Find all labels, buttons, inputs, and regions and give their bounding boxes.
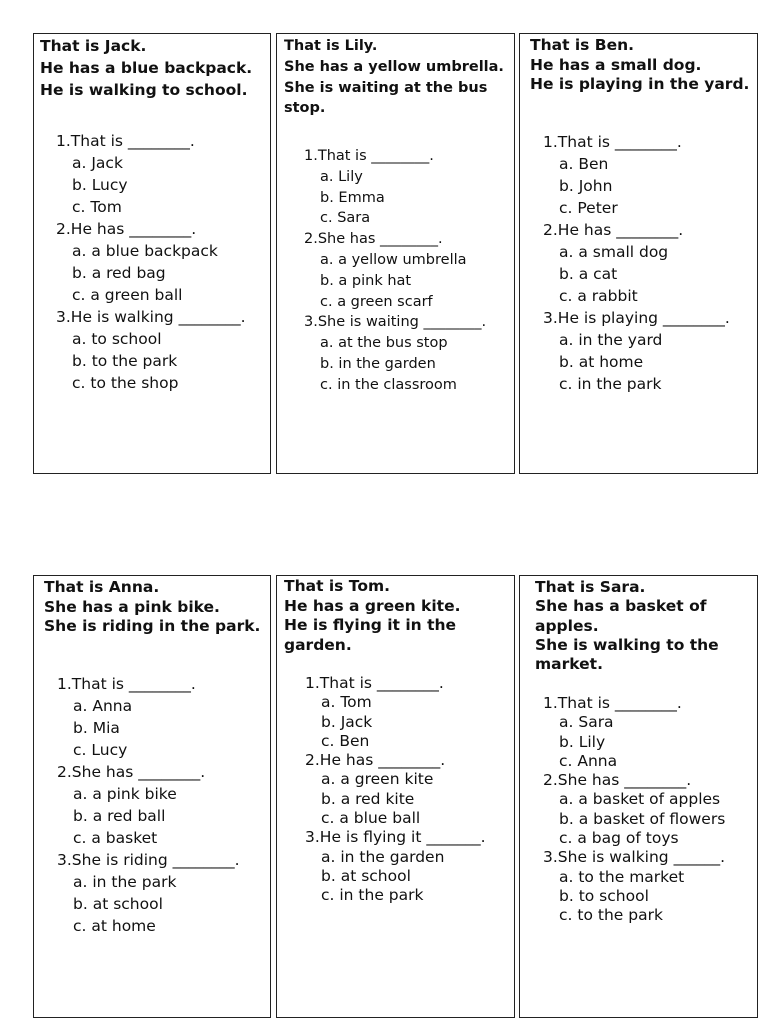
intro-line: That is Lily. <box>284 38 378 54</box>
answer-option: b. Mia <box>73 719 120 737</box>
intro-line: That is Ben. <box>530 36 635 54</box>
answer-option: c. Ben <box>321 731 370 750</box>
answer-option: c. Lucy <box>73 741 128 759</box>
answer-option: a. to school <box>72 330 162 348</box>
intro-line: That is Tom. <box>284 577 391 595</box>
intro-line: That is Sara. <box>535 578 646 596</box>
question-prompt: 3.He is playing ________. <box>543 309 730 327</box>
answer-option: b. in the garden <box>320 355 436 372</box>
question-prompt: 2.She has ________. <box>57 763 206 781</box>
answer-option: b. to the park <box>72 352 178 370</box>
question-prompt: 1.That is ________. <box>543 133 682 151</box>
question-prompt: 1.That is ________. <box>57 675 196 693</box>
answer-option: b. a red ball <box>73 807 166 825</box>
answer-option: b. a cat <box>559 265 618 283</box>
intro-line: He is playing in the yard. <box>530 75 750 93</box>
answer-option: a. a small dog <box>559 243 669 261</box>
intro-line: She has a pink bike. <box>44 597 220 616</box>
answer-option: c. Tom <box>72 198 122 216</box>
worksheet-card-tom <box>276 575 515 1018</box>
answer-option: b. Lucy <box>72 176 128 194</box>
answer-option: c. in the park <box>559 375 662 393</box>
answer-option: b. a red bag <box>72 264 166 282</box>
intro-line: He has a blue backpack. <box>40 59 253 77</box>
question-prompt: 2.He has ________. <box>56 220 197 238</box>
question-prompt: 3.She is riding ________. <box>57 851 240 869</box>
answer-option: c. in the park <box>321 886 424 905</box>
intro-line: She is walking to the market. <box>535 635 719 674</box>
question-list <box>304 146 486 396</box>
question-prompt: 1.That is ________. <box>305 674 444 692</box>
worksheet-card-ben <box>519 33 758 474</box>
card-intro <box>530 36 756 95</box>
question-prompt: 3.She is walking ______. <box>543 848 726 867</box>
card-intro <box>284 577 512 655</box>
intro-line: He is walking to school. <box>40 81 248 99</box>
card-intro <box>535 578 757 674</box>
answer-option: b. a red kite <box>321 789 415 808</box>
answer-option: c. a bag of toys <box>559 829 679 848</box>
answer-option: b. a pink hat <box>320 272 412 289</box>
question-prompt: 2.She has ________. <box>543 771 692 790</box>
answer-option: b. a basket of flowers <box>559 809 726 828</box>
question-prompt: 2.He has ________. <box>543 221 684 239</box>
question-prompt: 1.That is ________. <box>304 148 434 164</box>
answer-option: b. John <box>559 177 613 195</box>
answer-option: a. in the yard <box>559 331 663 349</box>
intro-line: She has a basket of apples. <box>535 597 707 635</box>
question-list <box>543 694 725 926</box>
answer-option: c. Anna <box>559 751 618 770</box>
worksheet-card-jack <box>33 33 271 474</box>
answer-option: a. Ben <box>559 155 609 173</box>
card-intro <box>40 35 270 101</box>
intro-line: She is waiting at the bus stop. <box>284 79 488 117</box>
answer-option: c. at home <box>73 917 156 935</box>
answer-option: a. Lily <box>320 168 363 185</box>
answer-option: b. to school <box>559 886 649 905</box>
answer-option: a. Jack <box>72 154 123 172</box>
answer-option: b. at home <box>559 353 644 371</box>
intro-line: She has a yellow umbrella. <box>284 58 504 75</box>
question-list <box>543 131 730 395</box>
question-list <box>56 130 246 394</box>
answer-option: a. Anna <box>73 697 133 715</box>
answer-option: c. to the shop <box>72 374 179 392</box>
question-prompt: 3.He is walking ________. <box>56 308 246 326</box>
answer-option: c. to the park <box>559 906 663 925</box>
question-prompt: 2.She has ________. <box>304 231 443 248</box>
answer-option: a. Tom <box>321 693 372 712</box>
answer-option: a. a pink bike <box>73 785 177 803</box>
question-prompt: 2.He has ________. <box>305 751 446 770</box>
answer-option: c. a rabbit <box>559 287 638 305</box>
intro-line: She is riding in the park. <box>44 617 261 635</box>
answer-option: c. a basket <box>73 829 158 847</box>
answer-option: a. a blue backpack <box>72 242 218 260</box>
answer-option: c. Sara <box>320 210 371 227</box>
card-intro <box>44 578 270 637</box>
intro-line: He is flying it in the garden. <box>284 616 457 654</box>
answer-option: b. Emma <box>320 189 385 206</box>
worksheet-card-sara <box>519 575 758 1018</box>
answer-option: b. Lily <box>559 732 606 751</box>
answer-option: a. a green kite <box>321 770 434 789</box>
answer-option: a. at the bus stop <box>320 335 448 352</box>
answer-option: c. a green ball <box>72 286 183 304</box>
answer-option: a. to the market <box>559 867 685 886</box>
worksheet-card-anna <box>33 575 271 1018</box>
answer-option: b. Jack <box>321 712 373 731</box>
worksheet-card-lily <box>276 33 515 474</box>
card-intro <box>284 36 512 119</box>
question-prompt: 1.That is ________. <box>56 132 195 150</box>
intro-line: He has a green kite. <box>284 596 461 615</box>
answer-option: c. Peter <box>559 199 618 217</box>
intro-line: That is Anna. <box>44 578 160 596</box>
answer-option: a. in the park <box>73 873 177 891</box>
answer-option: a. in the garden <box>321 847 445 866</box>
answer-option: a. Sara <box>559 713 614 732</box>
answer-option: b. at school <box>321 866 411 885</box>
intro-line: He has a small dog. <box>530 55 702 74</box>
answer-option: b. at school <box>73 895 163 913</box>
question-list <box>57 673 240 937</box>
question-prompt: 3.He is flying it _______. <box>305 828 486 847</box>
question-list <box>305 674 486 906</box>
answer-option: a. a basket of apples <box>559 790 721 809</box>
question-prompt: 3.She is waiting ________. <box>304 314 487 331</box>
answer-option: a. a yellow umbrella <box>320 251 467 268</box>
answer-option: c. a green scarf <box>320 293 433 310</box>
question-prompt: 1.That is ________. <box>543 694 682 712</box>
answer-option: c. a blue ball <box>321 809 421 828</box>
answer-option: c. in the classroom <box>320 376 457 393</box>
intro-line: That is Jack. <box>40 37 147 55</box>
